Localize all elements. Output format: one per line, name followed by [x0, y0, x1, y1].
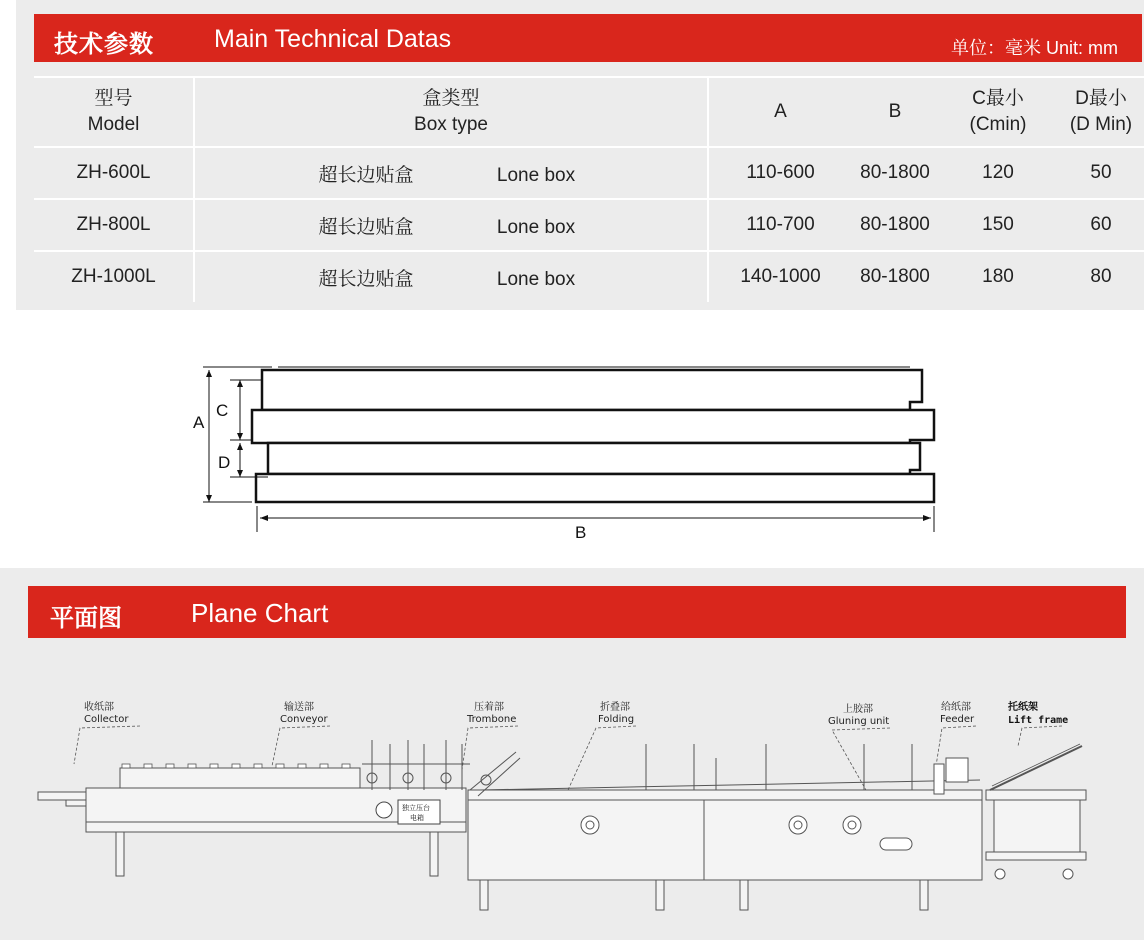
label-collector-en: Collector — [84, 714, 129, 725]
label-conveyor-cn: 输送部 — [284, 702, 314, 713]
label-b: B — [575, 523, 587, 542]
electric-box-label-1: 独立压台 — [402, 804, 430, 812]
cell-c: 150 — [982, 214, 1014, 235]
cell-c: 180 — [982, 266, 1014, 287]
folding-frame — [468, 800, 704, 880]
electric-box-label-2: 电箱 — [410, 814, 424, 822]
label-a: A — [193, 413, 205, 432]
header-d: D最小 (D Min) — [1069, 88, 1133, 135]
table-row — [34, 251, 1144, 302]
label-d: D — [218, 453, 231, 472]
cell-b: 80-1800 — [860, 214, 930, 235]
control-knob — [376, 802, 392, 818]
plane-chart-section — [0, 568, 1144, 940]
cell-a: 140-1000 — [740, 266, 821, 287]
cell-model: ZH-800L — [34, 199, 194, 251]
header-a: A — [774, 101, 787, 122]
section-title-cn: 平面图 — [50, 604, 122, 632]
cell-b: 80-1800 — [860, 266, 930, 287]
table-row — [34, 147, 1144, 199]
box-panel-2 — [252, 410, 934, 443]
header-box-type: 盒类型 Box type — [194, 77, 708, 147]
label-lift-cn: 托纸架 — [1008, 702, 1038, 713]
cell-b: 80-1800 — [860, 162, 930, 183]
unit-label: 单位：毫米 Unit: mm — [950, 38, 1118, 58]
box-diagram-svg — [0, 310, 1144, 568]
label-gluing-cn: 上胶部 — [843, 704, 873, 715]
label-folding-en: Folding — [598, 714, 635, 725]
cell-d: 60 — [1090, 214, 1112, 235]
technical-data-section — [16, 0, 1144, 310]
table-header-row — [34, 77, 1144, 147]
box-panel-bottom — [256, 474, 934, 502]
label-trombone-en: Trombone — [467, 714, 517, 725]
cell-box-type: 超长边贴盒 Lone box — [194, 199, 708, 251]
label-conveyor-en: Conveyor — [280, 714, 328, 725]
header-b: B — [888, 101, 902, 122]
cell-model: ZH-600L — [34, 147, 194, 199]
label-c: C — [216, 401, 229, 420]
section-title-bar — [34, 14, 1142, 62]
box-dimension-diagram — [0, 310, 1144, 568]
cell-a: 110-600 — [746, 162, 815, 183]
header-model: 型号 Model — [34, 77, 194, 147]
cell-box-type: 超长边贴盒 Lone box — [194, 251, 708, 302]
label-gluing-en: Gluning unit — [828, 716, 890, 727]
section-title-cn: 技术参数 — [54, 30, 154, 58]
gluing-frame — [704, 800, 982, 880]
label-folding-cn: 折叠部 — [600, 702, 630, 713]
label-feeder-en: Feeder — [940, 714, 975, 725]
cell-model: ZH-1000L — [34, 251, 194, 302]
section-title-bar — [28, 586, 1126, 638]
cell-d: 50 — [1090, 162, 1112, 183]
machine-labels — [84, 700, 1068, 727]
cell-d: 80 — [1090, 266, 1112, 287]
label-trombone-cn: 压着部 — [474, 702, 504, 713]
section-title-en: Main Technical Datas — [214, 25, 452, 53]
box-panel-top — [262, 370, 922, 410]
section-title-en: Plane Chart — [191, 598, 329, 628]
label-feeder-cn: 给纸部 — [941, 702, 971, 713]
spec-table — [34, 76, 1144, 302]
box-panel-3 — [268, 443, 920, 474]
label-lift-en: Lift frame — [1008, 715, 1069, 726]
header-c: C最小 (Cmin) — [969, 88, 1027, 135]
cell-c: 120 — [982, 162, 1014, 183]
cell-box-type: 超长边贴盒 Lone box — [194, 147, 708, 199]
cell-a: 110-700 — [746, 214, 815, 235]
table-row — [34, 199, 1144, 251]
label-collector-cn: 收纸部 — [84, 702, 114, 713]
machine-drawing — [0, 640, 1144, 940]
